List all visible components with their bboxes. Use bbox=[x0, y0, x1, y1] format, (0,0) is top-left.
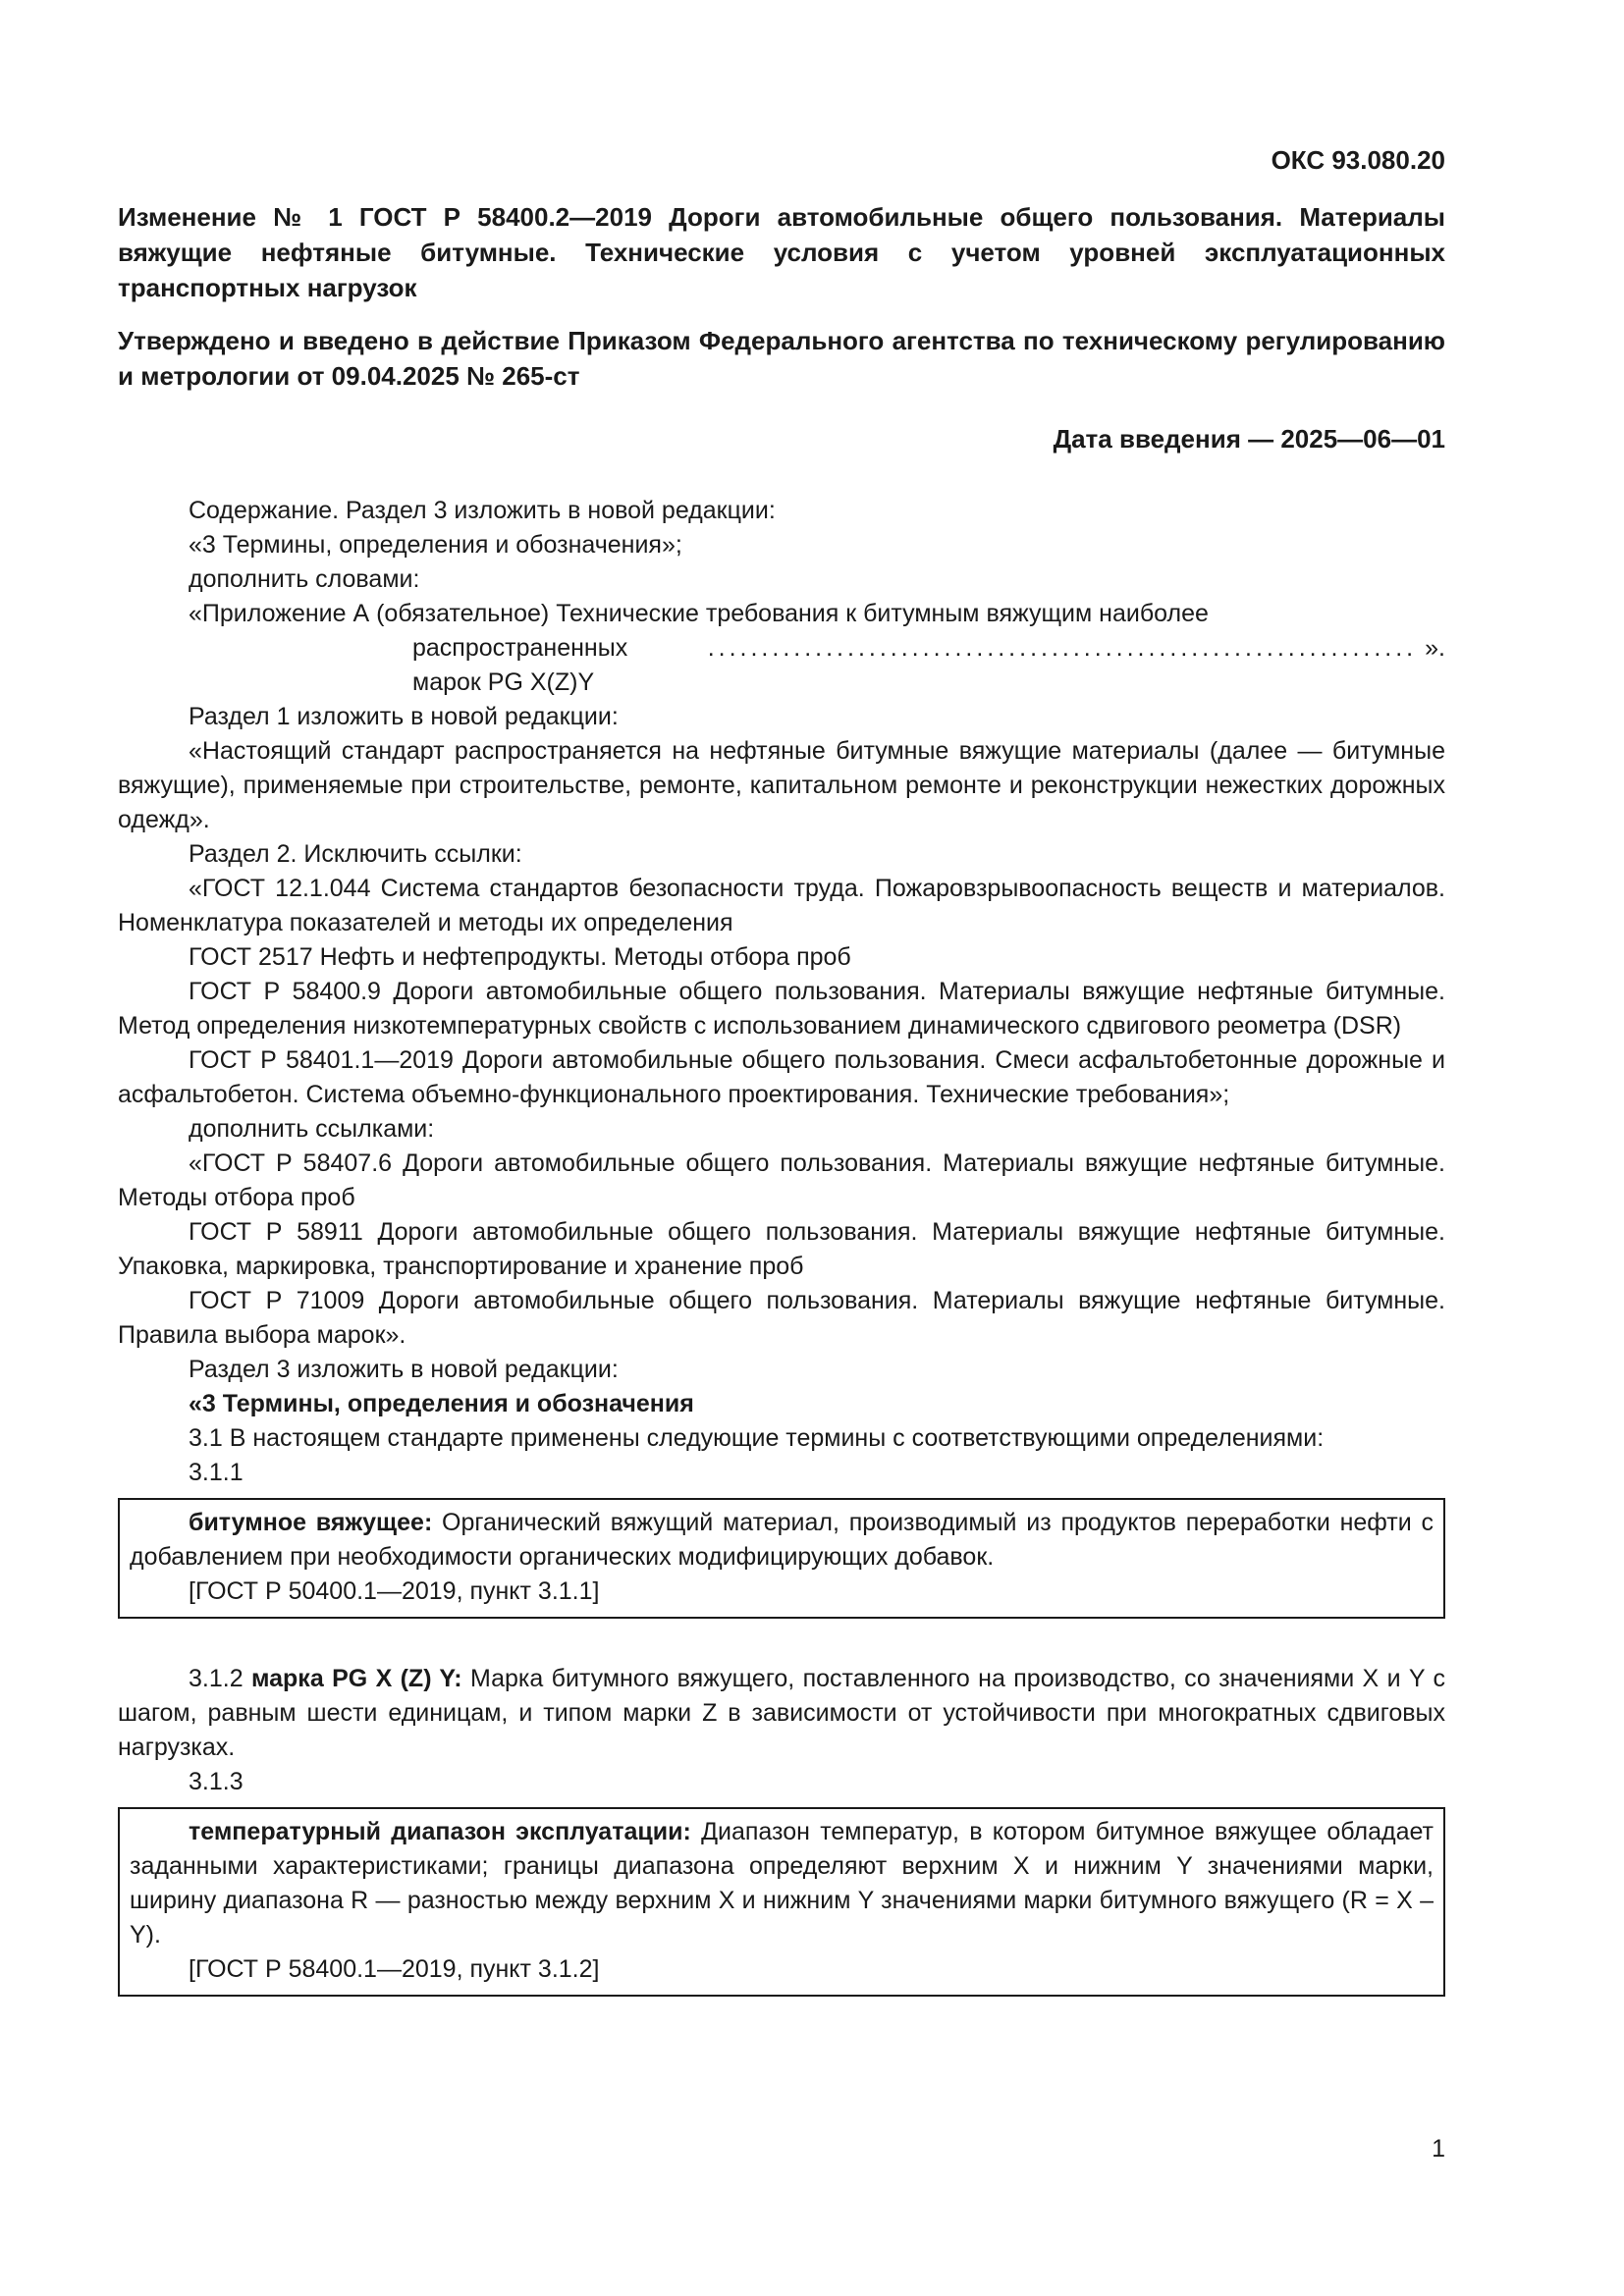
paragraph-add-references: дополнить ссылками: bbox=[189, 1115, 435, 1143]
okc-code: ОКС 93.080.20 bbox=[1271, 145, 1445, 175]
reference-gost-71009: ГОСТ Р 71009 Дороги автомобильные общего пользования. Материалы вяжущие нефтяные битумные. Правила выбора марок». bbox=[118, 1287, 1445, 1349]
term-definition-2 bbox=[130, 1815, 1434, 1952]
paragraph-contents: Содержание. Раздел 3 изложить в новой редакции: bbox=[189, 497, 776, 524]
term-box-bitumen-binder bbox=[118, 1498, 1445, 1619]
paragraph-add-words: дополнить словами: bbox=[189, 565, 420, 593]
term-box-temperature-range bbox=[118, 1807, 1445, 1997]
reference-gost-2517: ГОСТ 2517 Нефть и нефтепродукты. Методы отбора проб bbox=[189, 943, 851, 971]
reference-gost-12-1-044: «ГОСТ 12.1.044 Система стандартов безопасности труда. Пожаровзрывоопасность веществ и материалов. Номенклатура показателей и методы их определения bbox=[118, 875, 1445, 936]
term-temperature-range: температурный диапазон эксплуатации: bbox=[189, 1818, 691, 1845]
amendment-title: Изменение № 1 ГОСТ Р 58400.2—2019 Дороги автомобильные общего пользования. Материалы вяжущие нефтяные битумные. Технические условия с учетом уровней эксплуатационных транспортных нагрузок bbox=[118, 202, 1445, 302]
term-bitumen-binder: битумное вяжущее: bbox=[189, 1509, 433, 1536]
term-source-2: [ГОСТ Р 58400.1—2019, пункт 3.1.2] bbox=[189, 1955, 600, 1983]
term-bitumen-binder-text: Органический вяжущий материал, производимый из продуктов переработки нефти с добавлением при необходимости органических модифицирующих добавок. bbox=[130, 1509, 1434, 1571]
reference-gost-58911: ГОСТ Р 58911 Дороги автомобильные общего пользования. Материалы вяжущие нефтяные битумные. Упаковка, маркировка, транспортирование и хранение проб bbox=[118, 1218, 1445, 1280]
toc-annex-line1: «Приложение А (обязательное) Технические требования к битумным вяжущим наиболее bbox=[189, 600, 1209, 627]
paragraph-section2: Раздел 2. Исключить ссылки: bbox=[189, 840, 522, 868]
term-source-1: [ГОСТ Р 50400.1—2019, пункт 3.1.1] bbox=[189, 1577, 600, 1605]
toc-annex-title: распространенных марок PG X(Z)Y bbox=[412, 634, 628, 696]
clause-3-1-1: 3.1.1 bbox=[189, 1459, 244, 1486]
term-grade-pg-text: Марка битумного вяжущего, поставленного на производство, со значениями X и Y с шагом, равным шести единицам, и типом марки Z в зависимости от устойчивости при многократных сдвиговых нагрузках. bbox=[118, 1665, 1445, 1761]
reference-gost-58401-1: ГОСТ Р 58401.1—2019 Дороги автомобильные общего пользования. Смеси асфальтобетонные дорожные и асфальтобетон. Система объемно-функционального проектирования. Технические требования»; bbox=[118, 1046, 1445, 1108]
paragraph-3-1: 3.1 В настоящем стандарте применены следующие термины с соответствующими определениями: bbox=[189, 1424, 1325, 1452]
term-grade-pg: марка PG X (Z) Y: bbox=[250, 1665, 462, 1692]
paragraph-section3-title: «3 Термины, определения и обозначения»; bbox=[189, 531, 682, 559]
clause-3-1-2-number: 3.1.2 bbox=[189, 1665, 251, 1692]
reference-gost-58407-6: «ГОСТ Р 58407.6 Дороги автомобильные общего пользования. Материалы вяжущие нефтяные битумные. Методы отбора проб bbox=[118, 1149, 1445, 1211]
clause-3-1-2 bbox=[118, 1662, 1445, 1765]
toc-annex-end: ». bbox=[1425, 634, 1445, 662]
approval-statement: Утверждено и введено в действие Приказом Федерального агентства по техническому регулированию и метрологии от 09.04.2025 № 265-ст bbox=[118, 326, 1445, 391]
clause-3-1-3: 3.1.3 bbox=[189, 1768, 244, 1795]
effective-date: Дата введения — 2025—06—01 bbox=[1053, 424, 1445, 454]
toc-annex-line2 bbox=[118, 631, 1445, 700]
term-definition-1 bbox=[130, 1506, 1434, 1575]
document-page bbox=[118, 142, 1445, 2018]
page-number: 1 bbox=[1432, 2135, 1445, 2163]
reference-gost-58400-9: ГОСТ Р 58400.9 Дороги автомобильные общего пользования. Материалы вяжущие нефтяные битумные. Метод определения низкотемпературных свойств с использованием динамического сдвигового реометра (DSR) bbox=[118, 978, 1445, 1040]
toc-leader-dots: .................................................................. bbox=[707, 634, 1418, 662]
paragraph-section3: Раздел 3 изложить в новой редакции: bbox=[189, 1356, 619, 1383]
section3-heading: «3 Термины, определения и обозначения bbox=[189, 1390, 694, 1417]
paragraph-section1: Раздел 1 изложить в новой редакции: bbox=[189, 703, 619, 730]
term-temperature-range-text: Диапазон температур, в котором битумное вяжущее обладает заданными характеристиками; границы диапазона определяют верхним X и нижним Y значениями марки, ширину диапазона R — разностью между верхним X и нижним Y значениями марки битумного вяжущего (R = X – Y). bbox=[130, 1818, 1435, 1949]
paragraph-scope: «Настоящий стандарт распространяется на нефтяные битумные вяжущие материалы (далее — битумные вяжущие), применяемые при строительстве, ремонте, капитальном ремонте и реконструкции нежестких дорожных одежд». bbox=[118, 737, 1445, 833]
